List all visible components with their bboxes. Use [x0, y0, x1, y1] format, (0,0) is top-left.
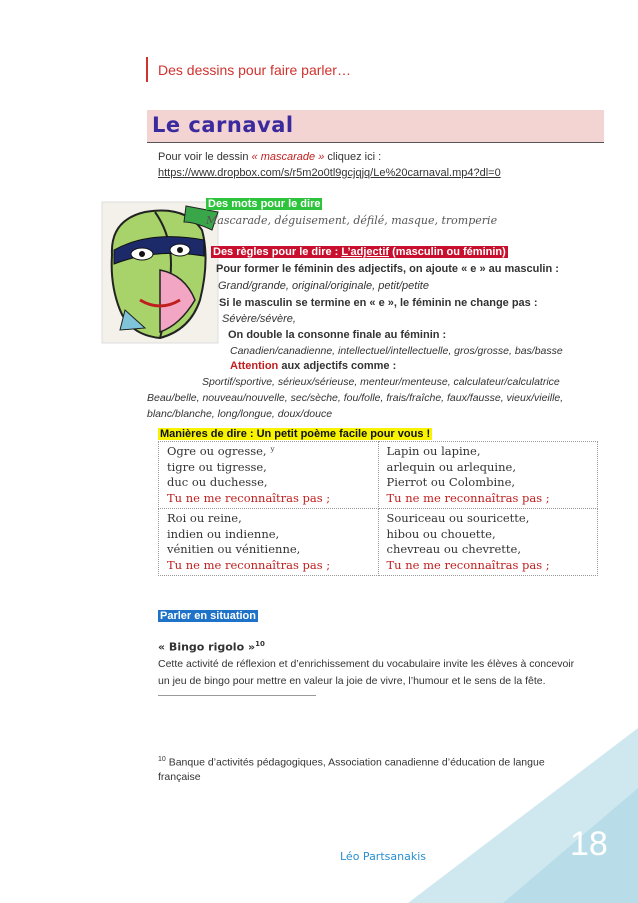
poem-line: Pierrot ou Colombine, — [386, 475, 516, 489]
poem-line: hibou ou chouette, — [386, 526, 496, 541]
footer-author: Léo Partsanakis — [340, 850, 426, 863]
rule-3-example: Canadien/canadienne, intellectuel/intellectuelle, gros/grosse, bas/basse — [230, 345, 563, 357]
words-heading: Des mots pour le dire — [208, 198, 321, 210]
rules-heading-line — [211, 246, 508, 258]
bingo-title-line — [158, 640, 265, 654]
rules-heading-prefix: Des règles pour le dire : — [213, 246, 342, 258]
mask-drawing — [100, 200, 220, 345]
poem-stanza — [159, 442, 379, 509]
poem-line: Souriceau ou souricette, — [386, 511, 530, 525]
words-heading-line — [206, 198, 322, 210]
attention-word: Attention — [230, 360, 279, 372]
rule-1: Pour former le féminin des adjectifs, on ajoute « e » au masculin : — [216, 263, 559, 275]
poem-line: vénitien ou vénitienne, — [167, 542, 301, 556]
adjectives-line-1: Sportif/sportive, sérieux/sérieuse, menteur/menteuse, calculateur/calculatrice — [202, 376, 560, 388]
rules-heading-suffix: (masculin ou féminin) — [389, 246, 506, 258]
poem-line: duc ou duchesse, — [167, 475, 268, 489]
footnote-text: Banque d’activités pédagogiques, Association canadienne d’éducation de langue — [165, 756, 545, 769]
intro-quote: « mascarade » — [251, 151, 325, 163]
bingo-title: « Bingo rigolo » — [158, 640, 256, 654]
poem-refrain: Tu ne me reconnaîtras pas ; — [167, 490, 331, 505]
left-pupil — [139, 251, 145, 257]
poem-refrain: Tu ne me reconnaîtras pas ; — [167, 557, 331, 572]
page-number: 18 — [570, 825, 608, 863]
page-corner-decoration — [408, 728, 638, 903]
poem-heading: Manières de dire : Un petit poème facile pour vous ! — [160, 428, 431, 440]
poem-stanza — [378, 442, 598, 509]
poem-row — [159, 509, 598, 576]
footnote-number: 10 — [158, 756, 166, 763]
poem-line: chevreau ou chevrette, — [386, 542, 522, 556]
poem-heading-line — [158, 428, 432, 440]
footnote-ref[interactable]: 10 — [255, 640, 265, 648]
rule-2-example: Sévère/sévère, — [222, 313, 296, 325]
poem-refrain: Tu ne me reconnaîtras pas ; — [386, 490, 550, 505]
poem-line: tigre ou tigresse, — [167, 459, 267, 474]
poem-stanza — [378, 509, 598, 576]
poem-line: Roi ou reine, — [167, 511, 242, 525]
situation-heading: Parler en situation — [160, 610, 256, 622]
dropbox-link[interactable]: https://www.dropbox.com/s/r5m2o0tl9gcjqjq/Le%20carnaval.mp4?dl=0 — [158, 167, 501, 179]
rule-1-example: Grand/grande, original/originale, petit/petite — [218, 280, 429, 292]
situation-text-2: un jeu de bingo pour mettre en valeur la joie de vivre, l’humour et le sens de la fête. — [158, 675, 546, 687]
adjectives-line-2: Beau/belle, nouveau/nouvelle, sec/sèche, fou/folle, frais/fraîche, faux/fausse, vieux/vieille, — [147, 392, 564, 404]
rule-2: Si le masculin se termine en « e », le féminin ne change pas : — [219, 297, 538, 309]
section-title: Le carnaval — [152, 113, 294, 137]
intro-line — [158, 151, 381, 163]
footnote-rule — [158, 695, 316, 696]
header-accent-bar — [146, 57, 148, 82]
poem-table — [158, 441, 598, 576]
right-pupil — [177, 247, 183, 253]
adjectives-line-3: blanc/blanche, long/longue, doux/douce — [147, 408, 333, 420]
poem-row — [159, 442, 598, 509]
running-header: Des dessins pour faire parler… — [158, 62, 351, 78]
intro-suffix: cliquez ici : — [324, 151, 382, 163]
rules-heading-term: L’adjectif — [341, 246, 390, 258]
rule-3: On double la consonne finale au féminin : — [228, 329, 447, 341]
attention-suffix: aux adjectifs comme : — [278, 360, 397, 372]
words-list: Mascarade, déguisement, défilé, masque, tromperie — [206, 214, 498, 227]
situation-heading-line — [158, 610, 258, 622]
poem-refrain: Tu ne me reconnaîtras pas ; — [386, 557, 550, 572]
footnote-line-2: française — [158, 771, 201, 783]
poem-line: indien ou indienne, — [167, 526, 280, 541]
poem-line: Lapin ou lapine, — [386, 444, 481, 458]
attention-line — [230, 360, 396, 372]
poem-line: arlequin ou arlequine, — [386, 459, 516, 474]
situation-text-1: Cette activité de réflexion et d’enrichissement du vocabulaire invite les élèves à concevoir — [158, 658, 575, 670]
poem-stanza — [159, 509, 379, 576]
intro-prefix: Pour voir le dessin — [158, 151, 252, 163]
poem-line: Ogre ou ogresse, ʸ — [167, 444, 276, 458]
